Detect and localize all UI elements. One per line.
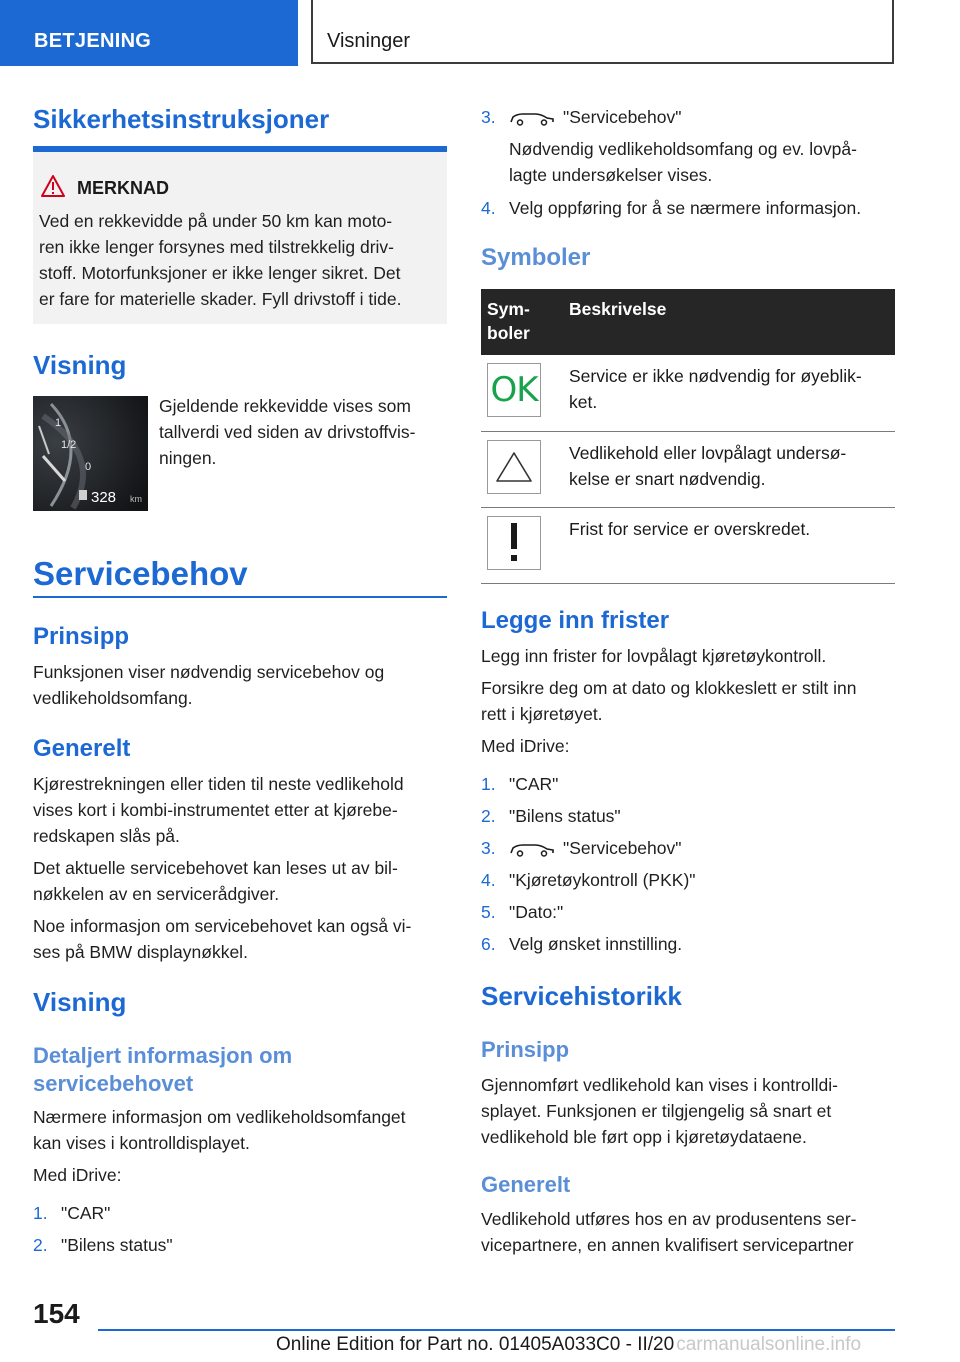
list-number: 4. [481,198,496,218]
list-text: Velg ønsket innstilling. [509,934,683,954]
notice-line: stoff. Motorfunksjoner er ikke lenger sikret. Det [39,263,401,283]
notice-line: Ved en rekkevidde på under 50 km kan moto‐ [39,211,393,231]
symbols-table [481,289,895,584]
header-line: boler [487,323,530,343]
symbol-cell [481,355,563,431]
edition-text: Online Edition for Part no. 01405A033C0 - II/20 [276,1334,675,1355]
hist-prinsipp-text [481,1072,901,1150]
header-line: Sym‐ [487,299,530,319]
text-line: Gjeldende rekkevidde vises som [159,396,411,416]
list-text: "Bilens status" [61,1235,173,1255]
text-line: Detaljert informasjon om [33,1043,293,1068]
gauge-mark-0: 0 [85,461,92,473]
list-number: 2. [33,1235,48,1255]
description-cell [563,431,895,507]
notice-box [33,146,447,324]
text-line: Gjennomført vedlikehold kan vises i kontrolldi‐ [481,1075,838,1095]
notice-text [39,208,443,312]
text-line: Frist for service er overskredet. [569,518,811,539]
hist-prinsipp-title: Prinsipp [481,1037,570,1062]
detalj-text [33,1104,453,1188]
text-line: Noe informasjon om servicebehovet kan også vi‐ [33,916,412,936]
text-line: lagte undersøkelser vises. [509,165,713,185]
prinsipp-text [33,659,453,711]
car-icon [509,110,555,126]
text-line: Det aktuelle servicebehovet kan leses ut av bil‐ [33,858,398,878]
footer-edition [276,1334,861,1356]
section-divider [33,596,447,598]
text-line: kelse er snart nødvendig. [569,468,766,489]
list-number: 2. [481,806,496,826]
list-item [481,771,895,797]
list-number: 5. [481,902,496,922]
footer-divider [98,1329,895,1331]
list-item [481,835,895,861]
detalj-title [33,1042,292,1098]
description-cell [563,355,895,431]
list-item [33,1200,447,1226]
list-number: 4. [481,870,496,890]
symboler-title: Symboler [481,244,591,271]
list-text: "Kjøretøykontroll (PKK)" [509,870,696,890]
frister-title: Legge inn frister [481,607,670,634]
list-item [481,867,895,893]
idrive-label: Med iDrive: [33,1165,122,1185]
safety-title: Sikkerhetsinstruksjoner [33,104,330,134]
text-line: vedlikeholdsomfang. [33,688,193,708]
ok-glyph: OK [490,370,538,410]
list-number: 3. [481,107,496,127]
text-line: rett i kjøretøyet. [481,704,603,724]
list-text: "Bilens status" [509,806,621,826]
table-row [481,507,895,583]
list-text: "CAR" [509,774,559,794]
triangle-graphic [494,450,534,484]
text-line: tallverdi ved siden av drivstoffvis‐ [159,422,416,442]
list-item [481,104,895,130]
gauge-mark-1: 1 [55,417,62,429]
list-number: 3. [481,838,496,858]
notice-line: er fare for materielle skader. Fyll drivstoff i tide. [39,289,402,309]
text-line: Funksjonen viser nødvendig servicebehov og [33,662,385,682]
text-line: Legg inn frister for lovpålagt kjøretøykontroll. [481,646,827,666]
page-number: 154 [33,1298,80,1329]
notice-label: MERKNAD [77,178,169,198]
list-text: "Dato:" [509,902,564,922]
text-line: redskapen slås på. [33,826,180,846]
visning-title: Visning [33,350,127,380]
list-text: "CAR" [61,1203,111,1223]
list-item [481,195,895,221]
text-line: ses på BMW displaynøkkel. [33,942,248,962]
text-line: vises kort i kombi-instrumentet etter at kjørebe‐ [33,800,398,820]
text-line: ket. [569,392,598,412]
text-line: Nødvendig vedlikeholdsomfang og ev. lovpå‐ [509,139,857,159]
list-text [509,835,681,861]
visning2-title: Visning [33,987,127,1017]
text-line: Kjørestrekningen eller tiden til neste vedlikehold [33,774,404,794]
idrive-label: Med iDrive: [481,736,570,756]
prinsipp-title: Prinsipp [33,623,130,650]
text-line: ningen. [159,448,217,468]
generelt-text [33,771,453,965]
list-number: 1. [481,774,496,794]
text-line: kan vises i kontrolldisplayet. [33,1133,250,1153]
symbol-cell [481,507,563,583]
list-text [509,104,681,130]
text-line: Forsikre deg om at dato og klokkeslett er stilt inn [481,678,857,698]
text-line: Vedlikehold eller lovpålagt undersø‐ [569,442,847,463]
chapter-tab: Visninger [311,0,894,64]
triangle-icon [487,440,541,494]
table-row [481,431,895,507]
warning-icon [41,174,65,198]
car-icon [509,841,555,857]
watermark-text: carmanualsonline.info [676,1334,862,1355]
hist-generelt-title: Generelt [481,1172,571,1197]
column-header-description: Beskrivelse [563,289,895,355]
servicebehov-title: Servicebehov [33,555,248,592]
notice-line: ren ikke lenger forsynes med tilstrekkelig driv‐ [39,237,394,257]
list-number: 6. [481,934,496,954]
text-line: splayet. Funksjonen er tilgjengelig så snart et [481,1101,832,1121]
gauge-mark-half: 1/2 [61,439,77,451]
table-header-row [481,289,895,355]
list-text-value: "Servicebehov" [563,838,682,858]
page-header [0,0,960,66]
text-line: nøkkelen av en servicerådgiver. [33,884,280,904]
visning-text [159,393,449,471]
hist-generelt-text [481,1206,901,1258]
list-number: 1. [33,1203,48,1223]
section-tab: BETJENING [0,0,298,66]
range-unit: km [130,494,142,504]
list-item [481,899,895,925]
text-line: Vedlikehold utføres hos en av produsentens ser‐ [481,1209,857,1229]
fuel-pump-icon [79,490,87,500]
description-cell [563,507,895,583]
text-line: Service er ikke nødvendig for øyeblik‐ [569,366,862,386]
text-line: Nærmere informasjon om vedlikeholdsomfanget [33,1107,406,1127]
list-text-value: "Servicebehov" [563,107,682,127]
servicehistorikk-title: Servicehistorikk [481,981,682,1011]
fuel-gauge-graphic [33,396,148,511]
symbol-cell [481,431,563,507]
fuel-gauge-image [33,396,148,511]
generelt-title: Generelt [33,735,131,762]
list-item [481,803,895,829]
exclamation-icon [487,516,541,570]
text-line: vedlikehold ble ført opp i kjøretøydataene. [481,1127,807,1147]
exclamation-graphic [504,521,524,565]
step3-detail [509,136,899,188]
list-item [481,931,895,957]
text-line: vicepartnere, en annen kvalifisert servicepartner [481,1235,854,1255]
column-header-symbols [481,289,563,355]
list-text: Velg oppføring for å se nærmere informasjon. [509,198,862,218]
list-item [33,1232,447,1258]
ok-icon [487,363,541,417]
table-row [481,355,895,431]
frister-text [481,643,901,759]
text-line: servicebehovet [33,1071,194,1096]
range-value: 328 [91,489,117,506]
